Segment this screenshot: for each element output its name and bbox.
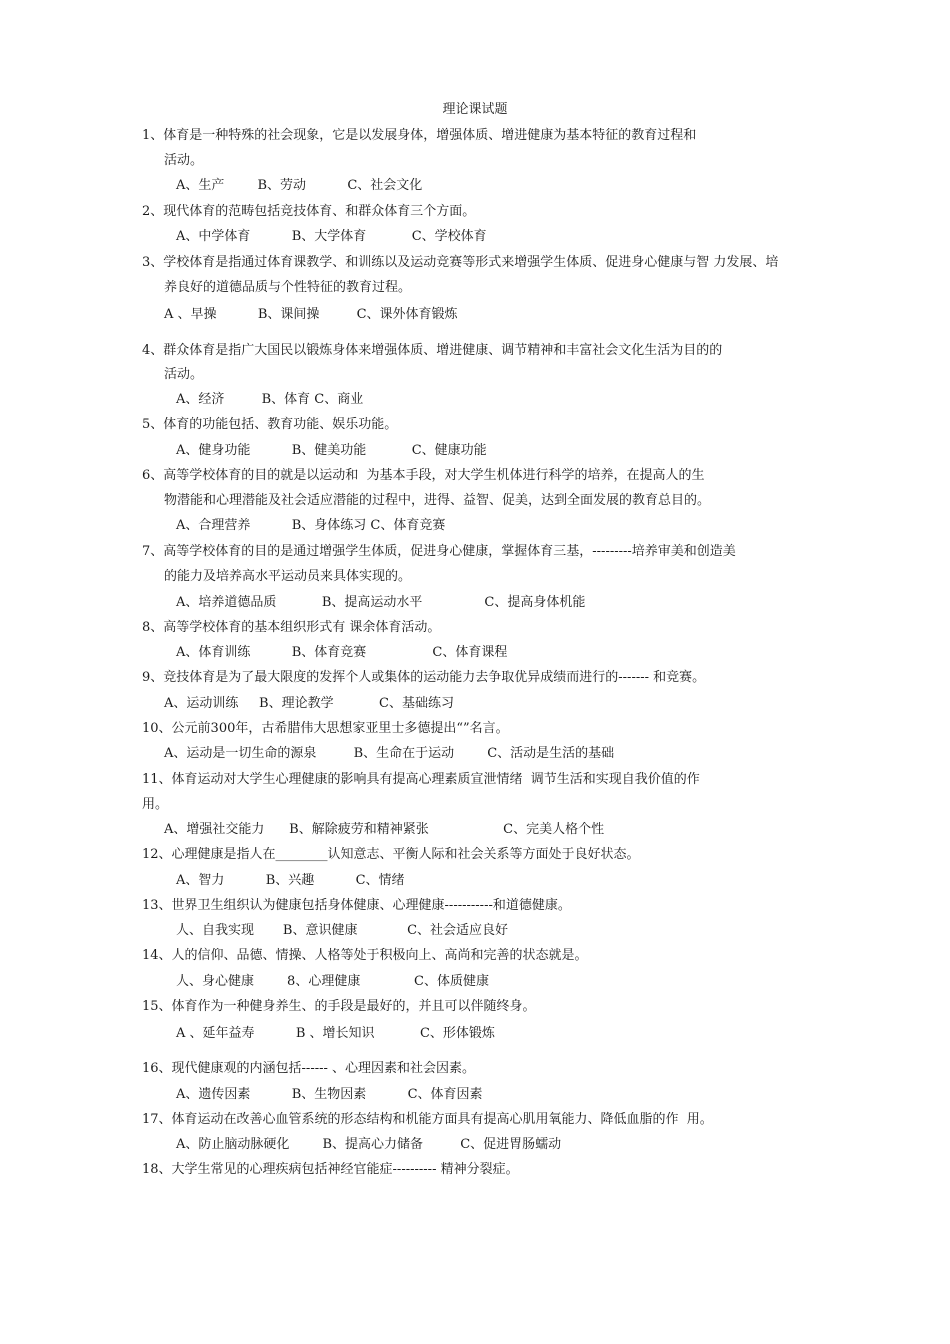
- question-3-line-1: 3、学校体育是指通过体育课教学、和训练以及运动竞赛等形式来增强学生体质、促进身心健康与智 力发展、培: [142, 255, 779, 270]
- question-5-line-1: 5、体育的功能包括、教育功能、娱乐功能。: [142, 417, 398, 432]
- question-7-line-1: 7、高等学校体育的目的是通过增强学生体质，促进身心健康，掌握体育三基，---------培养审美和创造美: [142, 544, 736, 559]
- question-14-line-1: 14、人的信仰、品德、情操、人格等处于积极向上、高尚和完善的状态就是。: [142, 948, 588, 963]
- question-4-options: A、经济 B、体育 C、商业: [176, 392, 364, 407]
- question-8-options: A、体育训练 B、体育竞赛 C、体育课程: [176, 645, 508, 660]
- question-2-options: A、中学体育 B、大学体育 C、学校体育: [176, 229, 487, 244]
- question-9-line-1: 9、竞技体育是为了最大限度的发挥个人或集体的运动能力去争取优异成绩而进行的------- 和竞赛。: [142, 670, 706, 685]
- question-16-options: A、遗传因素 B、生物因素 C、体育因素: [176, 1087, 483, 1102]
- question-9-options: A、运动训练 B、理论教学 C、基础练习: [164, 696, 455, 711]
- question-13-options: 人、自我实现 B、意识健康 C、社会适应良好: [176, 923, 509, 938]
- question-1-options: A、生产 B、劳动 C、社会文化: [176, 178, 423, 193]
- question-3-options: A 、早操 B、课间操 C、课外体育锻炼: [164, 307, 458, 322]
- question-10-options: A、运动是一切生命的源泉 B、生命在于运动 C、活动是生活的基础: [164, 746, 615, 761]
- question-13-line-1: 13、世界卫生组织认为健康包括身体健康、心理健康-----------和道德健康。: [142, 898, 571, 913]
- question-2-line-1: 2、现代体育的范畴包括竞技体育、和群众体育三个方面。: [142, 204, 476, 219]
- question-16-line-1: 16、现代健康观的内涵包括------ 、心理因素和社会因素。: [142, 1061, 476, 1076]
- question-7-line-2: 的能力及培养高水平运动员来具体实现的。: [164, 569, 412, 584]
- question-10-line-1: 10、公元前300年，古希腊伟大思想家亚里士多德提出“”名言。: [142, 721, 509, 736]
- page-title: 理论课试题: [442, 102, 508, 117]
- question-18-line-1: 18、大学生常见的心理疾病包括神经官能症---------- 精神分裂症。: [142, 1162, 519, 1177]
- question-12-line-1: 12、心理健康是指人在________认知意志、平衡人际和社会关系等方面处于良好状态。: [142, 847, 640, 862]
- question-6-line-2: 物潜能和心理潜能及社会适应潜能的过程中，进得、益智、促美，达到全面发展的教育总目的。: [164, 493, 711, 508]
- question-5-options: A、健身功能 B、健美功能 C、健康功能: [176, 443, 487, 458]
- question-11-options: A、增强社交能力 B、解除疲劳和精神紧张 C、完美人格个性: [164, 822, 605, 837]
- question-12-options: A、智力 B、兴趣 C、情绪: [176, 873, 405, 888]
- question-17-line-1: 17、体育运动在改善心血管系统的形态结构和机能方面具有提高心肌用氧能力、降低血脂的作 用。: [142, 1112, 713, 1127]
- question-4-line-1: 4、群众体育是指广大国民以锻炼身体来增强体质、增进健康、调节精神和丰富社会文化生活为目的的: [142, 343, 723, 358]
- question-1-line-1: 1、体育是一种特殊的社会现象，它是以发展身体，增强体质、增进健康为基本特征的教育过程和: [142, 128, 697, 143]
- question-11-line-2: 用。: [142, 797, 169, 812]
- question-7-options: A、培养道德品质 B、提高运动水平 C、提高身体机能: [176, 595, 586, 610]
- question-8-line-1: 8、高等学校体育的基本组织形式有 课余体育活动。: [142, 620, 441, 635]
- question-3-line-2: 养良好的道德品质与个性特征的教育过程。: [164, 280, 412, 295]
- question-11-line-1: 11、体育运动对大学生心理健康的影响具有提高心理素质宣泄情绪 调节生活和实现自我价值的作: [142, 772, 700, 787]
- question-15-line-1: 15、体育作为一种健身养生、的手段是最好的，并且可以伴随终身。: [142, 999, 536, 1014]
- question-1-line-2: 活动。: [164, 153, 204, 168]
- question-4-line-2: 活动。: [164, 367, 204, 382]
- question-6-options: A、合理营养 B、身体练习 C、体育竞赛: [176, 518, 446, 533]
- question-15-options: A 、延年益寿 B 、增长知识 C、形体锻炼: [176, 1026, 495, 1041]
- question-14-options: 人、身心健康 8、心理健康 C、体质健康: [176, 974, 489, 989]
- question-17-options: A、防止脑动脉硬化 B、提高心力储备 C、促进胃肠蠕动: [176, 1137, 562, 1152]
- question-6-line-1: 6、高等学校体育的目的就是以运动和 为基本手段，对大学生机体进行科学的培养，在提高人的生: [142, 468, 705, 483]
